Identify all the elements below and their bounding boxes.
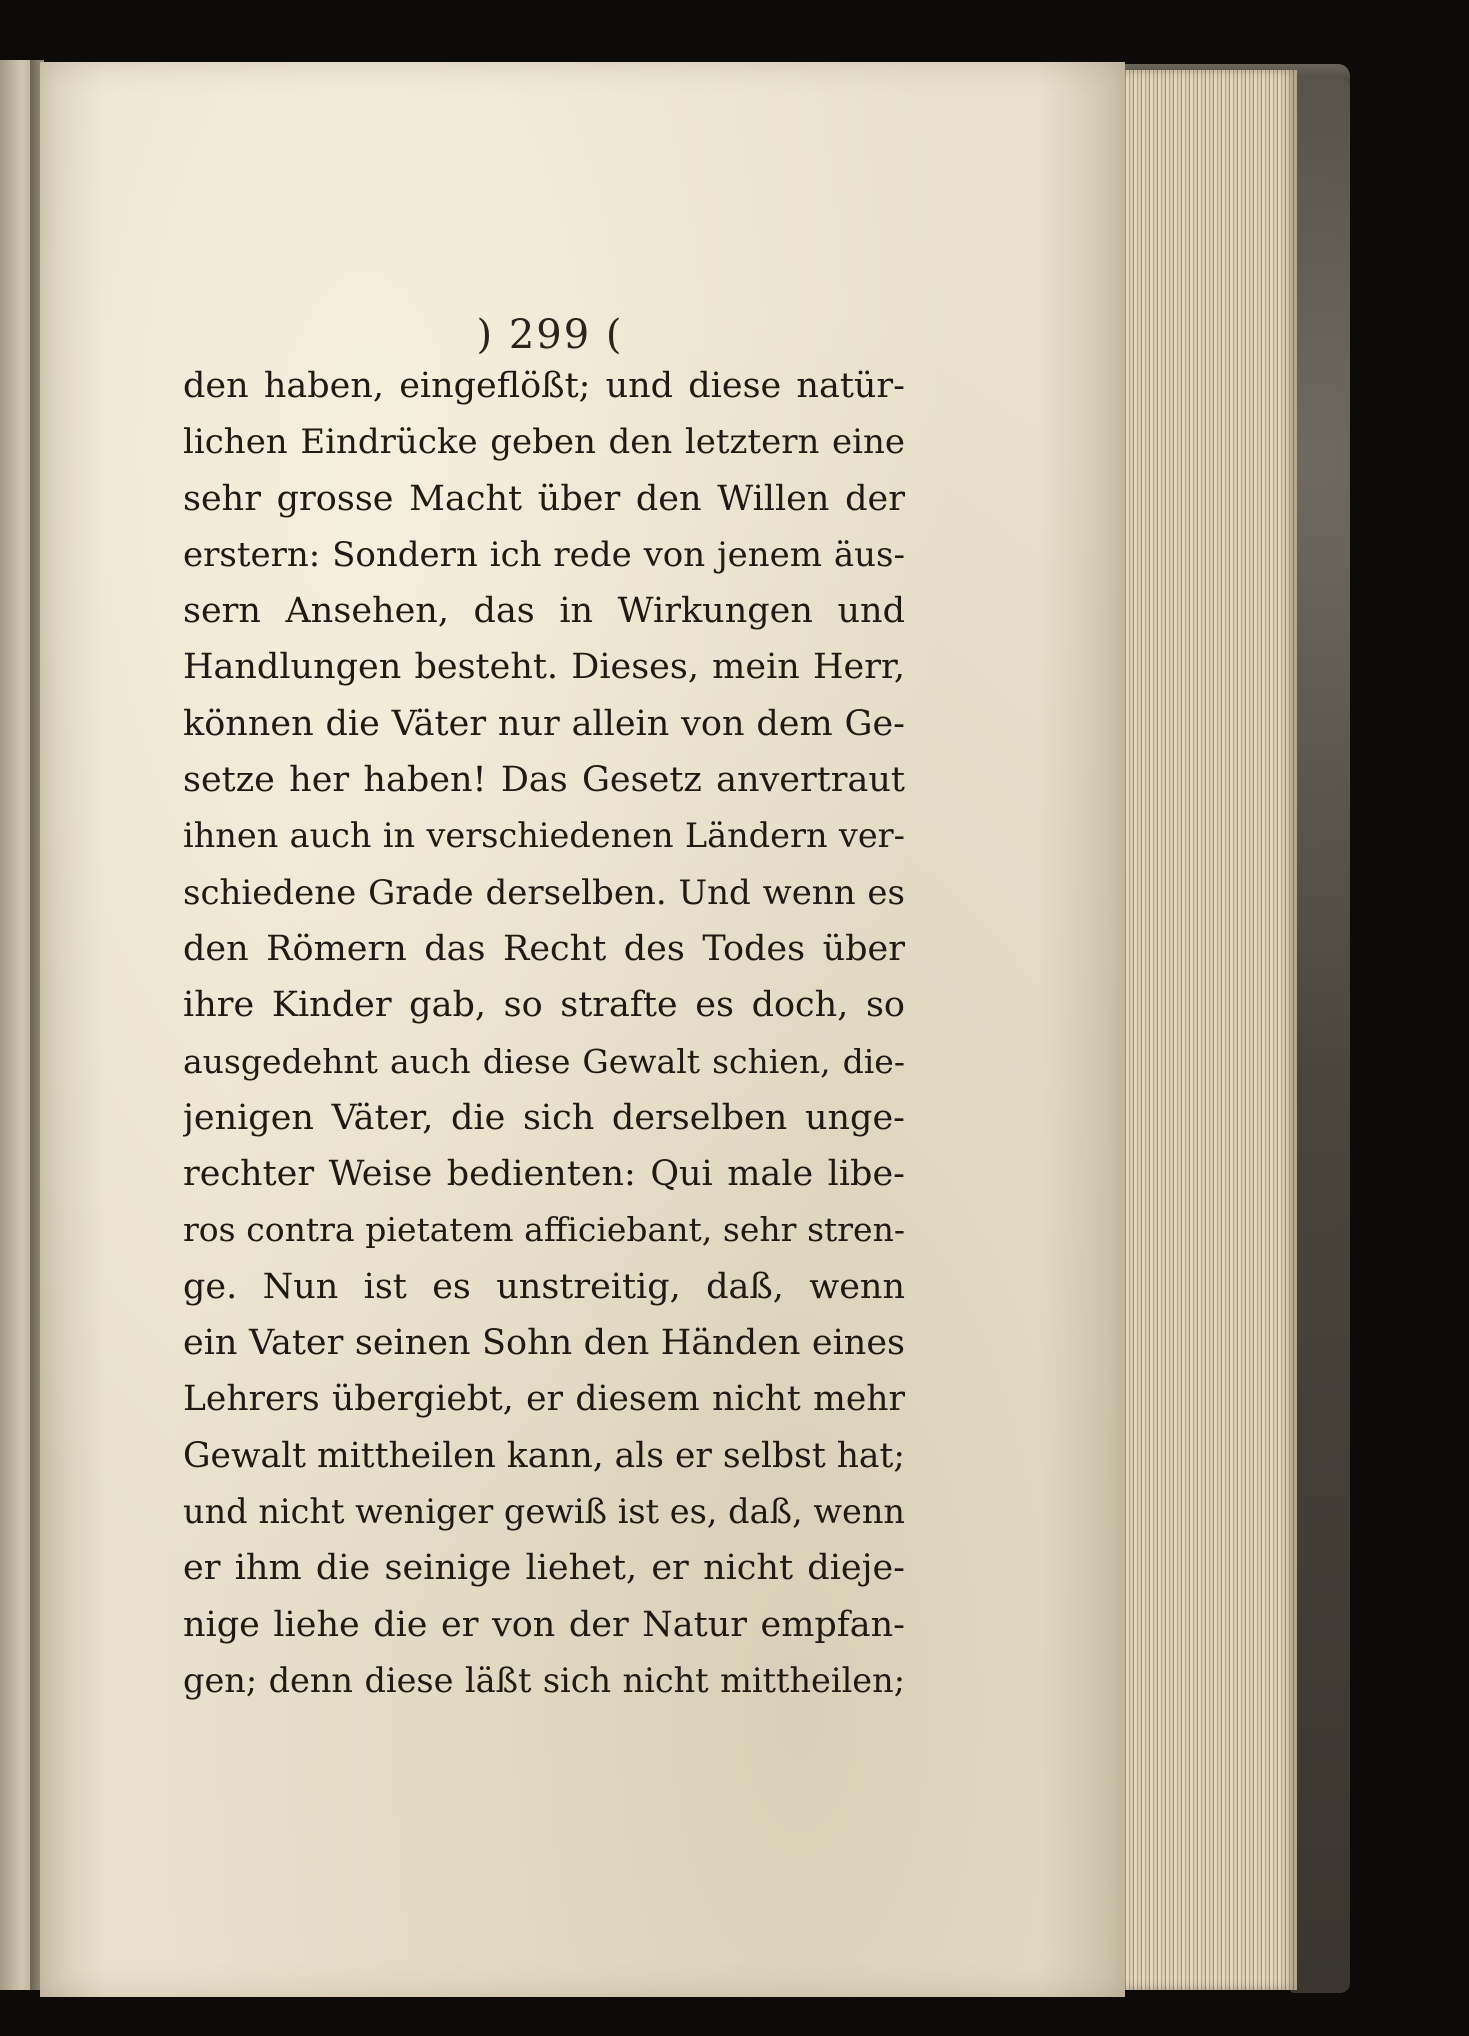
text-line: ge. Nun ist es unstreitig, daß, wenn — [183, 1266, 905, 1307]
page-block-edges — [1122, 70, 1297, 1990]
text-line: sern Ansehen, das in Wirkungen und — [183, 591, 905, 632]
text-line: nige liehe die er von der Natur empfan- — [183, 1604, 905, 1645]
text-line: Lehrers übergiebt, er diesem nicht mehr — [183, 1379, 905, 1420]
text-line: er ihm die seinige liehet, er nicht dieje- — [183, 1548, 905, 1589]
text-line: erstern: Sondern ich rede von jenem äus- — [183, 534, 905, 575]
text-line: Gewalt mittheilen kann, als er selbst hat; — [183, 1435, 905, 1476]
body-text — [183, 358, 905, 1709]
running-head: ) 299 ( — [476, 312, 624, 358]
text-line: ihre Kinder gab, so strafte es doch, so — [183, 985, 905, 1026]
text-line: setze her haben! Das Gesetz anvertraut — [183, 760, 905, 801]
text-line: ein Vater seinen Sohn den Händen eines — [183, 1323, 905, 1364]
text-line: lichen Eindrücke geben den letztern eine — [183, 422, 905, 463]
text-line: können die Väter nur allein von dem Ge- — [183, 703, 905, 744]
text-line: ihnen auch in verschiedenen Ländern ver- — [183, 816, 905, 856]
text-line: sehr grosse Macht über den Willen der — [183, 478, 905, 519]
text-line: schiedene Grade derselben. Und wenn es — [183, 872, 905, 913]
text-line: rechter Weise bedienten: Qui male libe- — [183, 1154, 905, 1195]
text-line: gen; denn diese läßt sich nicht mittheilen; — [183, 1660, 905, 1700]
text-line: Handlungen besteht. Dieses, mein Herr, — [183, 647, 905, 688]
text-line: jenigen Väter, die sich derselben unge- — [183, 1097, 905, 1138]
text-line: ros contra pietatem afficiebant, sehr stren- — [183, 1210, 905, 1250]
text-line: und nicht weniger gewiß ist es, daß, wenn — [183, 1491, 905, 1531]
book-cover — [1290, 78, 1350, 1993]
text-line: den Römern das Recht des Todes über — [183, 928, 905, 969]
text-line: den haben, eingeflößt; und diese natür- — [183, 366, 905, 406]
text-line: ausgedehnt auch diese Gewalt schien, die- — [183, 1041, 905, 1081]
